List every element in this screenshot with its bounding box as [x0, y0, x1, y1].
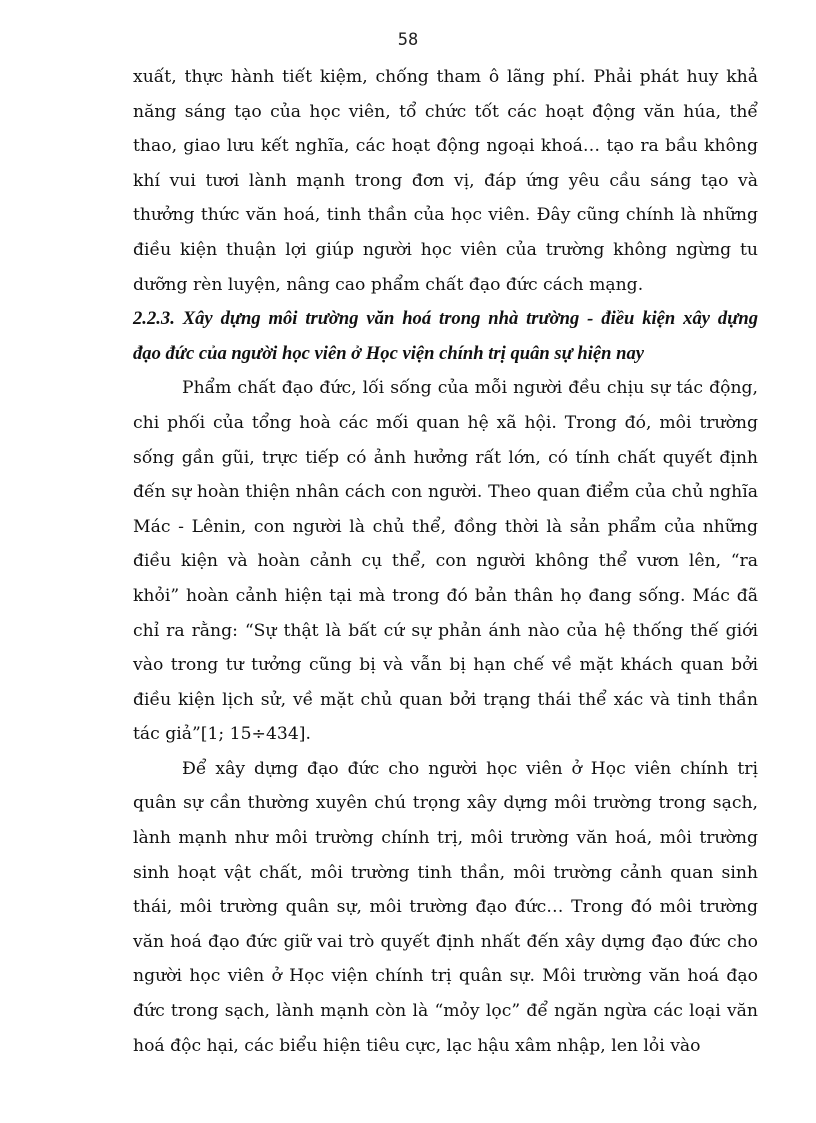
- text-line: thao, giao lưu kết nghĩa, các hoạt động ngoại khoá… tạo ra bầu không: [133, 136, 758, 157]
- text-line: điều kiện lịch sử, về mặt chủ quan bởi trạng thái thể xác và tinh thần: [133, 689, 758, 710]
- text-line: tác giả”[1; 15÷434].: [133, 724, 311, 745]
- text-line: chỉ ra rằng: “Sự thật là bất cứ sự phản ánh nào của hệ thống thế giới: [133, 620, 758, 641]
- text-line: hoá độc hại, các biểu hiện tiêu cực, lạc hậu xâm nhập, len lỏi vào: [133, 1035, 701, 1056]
- text-line: lành mạnh như môi trường chính trị, môi trường văn hoá, môi trường: [133, 828, 758, 849]
- text-line: điều kiện và hoàn cảnh cụ thể, con người không thể vươn lên, “ra: [133, 551, 758, 572]
- text-line: điều kiện thuận lợi giúp người học viên của trường không ngừng tu: [133, 239, 758, 260]
- text-line: quân sự cần thường xuyên chú trọng xây dựng môi trường trong sạch,: [133, 793, 758, 814]
- section-heading-line: 2.2.3. Xây dựng môi trường văn hoá trong nhà trường - điều kiện xây dựng: [133, 308, 758, 330]
- text-line: văn hoá đạo đức giữ vai trò quyết định nhất đến xây dựng đạo đức cho: [133, 931, 758, 952]
- text-line: vào trong tư tưởng cũng bị và vẫn bị hạn chế về mặt khách quan bởi: [133, 655, 758, 676]
- page-number: 58: [397, 30, 419, 50]
- text-line: sống gần gũi, trực tiếp có ảnh hưởng rất lớn, có tính chất quyết định: [133, 447, 758, 468]
- text-line: Mác - Lênin, con người là chủ thể, đồng thời là sản phẩm của những: [133, 516, 758, 537]
- text-line: chi phối của tổng hoà các mối quan hệ xã hội. Trong đó, môi trường: [133, 412, 758, 433]
- text-line: dưỡng rèn luyện, nâng cao phẩm chất đạo đức cách mạng.: [133, 274, 644, 295]
- text-line: khỏi” hoàn cảnh hiện tại mà trong đó bản thân họ đang sống. Mác đã: [133, 585, 758, 606]
- text-line: Để xây dựng đạo đức cho người học viên ở Học viên chính trị: [182, 758, 758, 779]
- text-line: đức trong sạch, lành mạnh còn là “mỏy lọc” để ngăn ngừa các loại văn: [133, 1001, 758, 1022]
- text-line: năng sáng tạo của học viên, tổ chức tốt các hoạt động văn húa, thể: [133, 101, 758, 122]
- text-line: xuất, thực hành tiết kiệm, chống tham ô lãng phí. Phải phát huy khả: [133, 67, 758, 87]
- text-line: thưởng thức văn hoá, tinh thần của học viên. Đây cũng chính là những: [133, 205, 758, 226]
- text-line: Phẩm chất đạo đức, lối sống của mỗi người đều chịu sự tác động,: [182, 378, 758, 399]
- text-line: thái, môi trường quân sự, môi trường đạo đức… Trong đó môi trường: [133, 897, 758, 918]
- text-line: người học viên ở Học viện chính trị quân sự. Môi trường văn hoá đạo: [133, 966, 758, 987]
- section-heading-line: đạo đức của người học viên ở Học viện chính trị quân sự hiện nay: [133, 342, 645, 364]
- text-line: đến sự hoàn thiện nhân cách con người. Theo quan điểm của chủ nghĩa: [133, 482, 758, 503]
- text-line: sinh hoạt vật chất, môi trường tinh thần, môi trường cảnh quan sinh: [133, 862, 758, 883]
- body-text: [133, 60, 758, 1063]
- text-line: khí vui tươi lành mạnh trong đơn vị, đáp ứng yêu cầu sáng tạo và: [133, 170, 758, 191]
